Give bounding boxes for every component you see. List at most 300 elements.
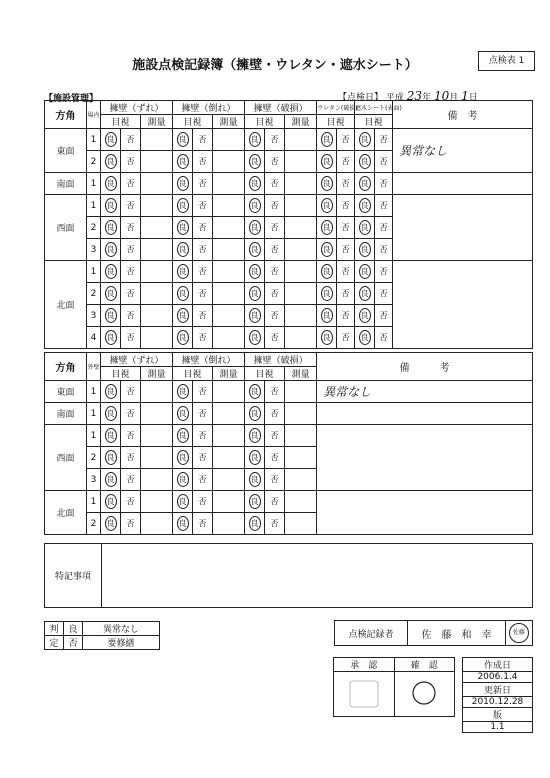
survey-cell[interactable] (213, 129, 245, 151)
mark-ng-cell[interactable] (193, 469, 213, 491)
mark-ok-cell[interactable] (245, 491, 265, 513)
judgement-label-bottom: 定 (45, 636, 64, 650)
mark-ng-cell[interactable] (265, 305, 285, 327)
survey-cell[interactable] (141, 129, 173, 151)
mark-ng-cell[interactable] (121, 261, 141, 283)
mark-ok-cell[interactable] (173, 403, 193, 425)
mark-ng-cell[interactable] (337, 195, 355, 217)
row-number: 1 (87, 261, 101, 283)
mark-ok-cell[interactable] (245, 403, 265, 425)
ng-mark: 否 (198, 431, 207, 440)
survey-cell[interactable] (213, 425, 245, 447)
survey-cell[interactable] (285, 381, 317, 403)
header-visual: 目視 (355, 115, 393, 129)
ng-mark: 否 (341, 135, 350, 144)
mark-ok-cell[interactable] (173, 327, 193, 349)
header-location: 場内 (87, 101, 101, 129)
mark-ng-cell[interactable] (265, 217, 285, 239)
circled-ok-mark: 良 (249, 406, 261, 421)
ng-mark: 否 (270, 311, 279, 320)
mark-ok-cell[interactable] (173, 173, 193, 195)
survey-cell[interactable] (213, 239, 245, 261)
mark-ng-cell[interactable] (265, 469, 285, 491)
header-group: ウレタン(破損) (317, 101, 355, 115)
ng-mark: 否 (126, 289, 135, 298)
mark-ok-cell[interactable] (101, 195, 121, 217)
mark-ok-cell[interactable] (245, 129, 265, 151)
mark-ok-cell[interactable] (355, 151, 375, 173)
mark-ng-cell[interactable] (121, 283, 141, 305)
circled-ok-mark: 良 (359, 242, 371, 257)
mark-ng-cell[interactable] (121, 491, 141, 513)
mark-ng-cell[interactable] (121, 195, 141, 217)
circled-ok-mark: 良 (105, 264, 117, 279)
mark-ng-cell[interactable] (193, 173, 213, 195)
mark-ok-cell[interactable] (317, 129, 337, 151)
mark-ng-cell[interactable] (375, 195, 393, 217)
survey-cell[interactable] (285, 261, 317, 283)
mark-ng-cell[interactable] (193, 239, 213, 261)
mark-ok-cell[interactable] (245, 381, 265, 403)
survey-cell[interactable] (141, 469, 173, 491)
remark-cell[interactable] (317, 425, 533, 491)
approval-stamp-icon (344, 675, 384, 711)
mark-ok-cell[interactable] (245, 261, 265, 283)
mark-ok-cell[interactable] (245, 283, 265, 305)
circled-ok-mark: 良 (249, 516, 261, 531)
special-notes-field[interactable] (102, 544, 533, 608)
mark-ok-cell[interactable] (245, 425, 265, 447)
judgement-good: 良 (64, 622, 83, 636)
mark-ok-cell[interactable] (101, 381, 121, 403)
mark-ok-cell[interactable] (355, 327, 375, 349)
circled-ok-mark: 良 (249, 242, 261, 257)
survey-cell[interactable] (285, 403, 317, 425)
mark-ng-cell[interactable] (193, 447, 213, 469)
mark-ng-cell[interactable] (375, 173, 393, 195)
mark-ok-cell[interactable] (245, 447, 265, 469)
header-visual: 目視 (245, 367, 285, 381)
mark-ok-cell[interactable] (101, 447, 121, 469)
circled-ok-mark: 良 (321, 286, 333, 301)
mark-ng-cell[interactable] (265, 403, 285, 425)
survey-cell[interactable] (285, 491, 317, 513)
mark-ok-cell[interactable] (317, 327, 337, 349)
mark-ng-cell[interactable] (121, 129, 141, 151)
survey-cell[interactable] (141, 425, 173, 447)
mark-ng-cell[interactable] (121, 327, 141, 349)
remark-cell[interactable] (317, 403, 533, 425)
mark-ok-cell[interactable] (245, 239, 265, 261)
mark-ng-cell[interactable] (121, 239, 141, 261)
mark-ng-cell[interactable] (193, 195, 213, 217)
mark-ok-cell[interactable] (245, 173, 265, 195)
mark-ok-cell[interactable] (355, 283, 375, 305)
mark-ok-cell[interactable] (173, 129, 193, 151)
circled-ok-mark: 良 (321, 176, 333, 191)
survey-cell[interactable] (285, 305, 317, 327)
mark-ok-cell[interactable] (355, 173, 375, 195)
mark-ok-cell[interactable] (101, 305, 121, 327)
survey-cell[interactable] (285, 513, 317, 535)
mark-ok-cell[interactable] (101, 261, 121, 283)
survey-cell[interactable] (213, 173, 245, 195)
updated-label: 更新日 (463, 683, 533, 697)
mark-ok-cell[interactable] (101, 217, 121, 239)
mark-ng-cell[interactable] (375, 151, 393, 173)
mark-ng-cell[interactable] (121, 403, 141, 425)
mark-ok-cell[interactable] (355, 129, 375, 151)
mark-ok-cell[interactable] (173, 381, 193, 403)
survey-cell[interactable] (141, 447, 173, 469)
mark-ng-cell[interactable] (265, 195, 285, 217)
recorder-seal: 佐藤 (509, 623, 529, 643)
circled-ok-mark: 良 (249, 308, 261, 323)
ng-mark: 否 (270, 409, 279, 418)
survey-cell[interactable] (213, 151, 245, 173)
mark-ok-cell[interactable] (245, 195, 265, 217)
mark-ok-cell[interactable] (173, 217, 193, 239)
survey-cell[interactable] (285, 327, 317, 349)
table-row (45, 381, 533, 403)
survey-cell[interactable] (141, 305, 173, 327)
mark-ng-cell[interactable] (265, 129, 285, 151)
circled-ok-mark: 良 (359, 330, 371, 345)
header-group: 擁壁（破損） (245, 353, 317, 367)
circled-ok-mark: 良 (105, 516, 117, 531)
mark-ok-cell[interactable] (355, 195, 375, 217)
remark-cell[interactable] (393, 173, 533, 195)
circled-ok-mark: 良 (321, 198, 333, 213)
date-month: 10 (433, 89, 450, 103)
header-visual: 目視 (173, 367, 213, 381)
ng-mark: 否 (379, 333, 388, 342)
ng-mark: 否 (198, 267, 207, 276)
ng-mark: 否 (198, 201, 207, 210)
survey-cell[interactable] (141, 173, 173, 195)
ng-mark: 否 (126, 135, 135, 144)
survey-cell[interactable] (213, 261, 245, 283)
table-row (45, 403, 533, 425)
survey-cell[interactable] (285, 283, 317, 305)
header-survey: 測量 (213, 115, 245, 129)
mark-ok-cell[interactable] (101, 151, 121, 173)
confirm-stamp-cell (394, 672, 455, 717)
circled-ok-mark: 良 (177, 154, 189, 169)
mark-ng-cell[interactable] (265, 173, 285, 195)
mark-ng-cell[interactable] (121, 425, 141, 447)
survey-cell[interactable] (213, 217, 245, 239)
header-survey: 測量 (285, 367, 317, 381)
remark-cell[interactable]: 異常なし (317, 381, 533, 403)
mark-ng-cell[interactable] (193, 129, 213, 151)
mark-ng-cell[interactable] (121, 305, 141, 327)
mark-ng-cell[interactable] (265, 513, 285, 535)
survey-cell[interactable] (213, 469, 245, 491)
remark-cell[interactable]: 異常なし (393, 129, 533, 173)
mark-ng-cell[interactable] (265, 151, 285, 173)
circled-ok-mark: 良 (321, 242, 333, 257)
survey-cell[interactable] (213, 491, 245, 513)
inspection-table-1 (44, 100, 533, 349)
circled-ok-mark: 良 (321, 264, 333, 279)
header-group: 擁壁（破損） (245, 101, 317, 115)
mark-ng-cell[interactable] (375, 305, 393, 327)
mark-ok-cell[interactable] (245, 469, 265, 491)
mark-ng-cell[interactable] (193, 513, 213, 535)
survey-cell[interactable] (213, 513, 245, 535)
mark-ng-cell[interactable] (121, 381, 141, 403)
mark-ok-cell[interactable] (101, 283, 121, 305)
survey-cell[interactable] (285, 173, 317, 195)
judgement-legend (44, 621, 160, 650)
mark-ng-cell[interactable] (337, 217, 355, 239)
mark-ng-cell[interactable] (193, 283, 213, 305)
survey-cell[interactable] (213, 403, 245, 425)
survey-cell[interactable] (141, 239, 173, 261)
survey-cell[interactable] (213, 447, 245, 469)
mark-ng-cell[interactable] (193, 403, 213, 425)
survey-cell[interactable] (213, 305, 245, 327)
mark-ng-cell[interactable] (193, 327, 213, 349)
ng-mark: 否 (198, 497, 207, 506)
mark-ng-cell[interactable] (121, 447, 141, 469)
mark-ng-cell[interactable] (265, 425, 285, 447)
mark-ok-cell[interactable] (173, 491, 193, 513)
mark-ng-cell[interactable] (265, 239, 285, 261)
mark-ng-cell[interactable] (193, 425, 213, 447)
header-group: 遮水シート(表面) (355, 101, 393, 115)
survey-cell[interactable] (285, 239, 317, 261)
ng-mark: 否 (198, 387, 207, 396)
row-number: 1 (87, 403, 101, 425)
circled-ok-mark: 良 (177, 264, 189, 279)
header-visual: 目視 (173, 115, 213, 129)
mark-ng-cell[interactable] (121, 151, 141, 173)
circled-ok-mark: 良 (359, 132, 371, 147)
mark-ng-cell[interactable] (193, 305, 213, 327)
ng-mark: 否 (379, 223, 388, 232)
survey-cell[interactable] (141, 513, 173, 535)
mark-ok-cell[interactable] (355, 217, 375, 239)
inspection-table-2 (44, 352, 533, 535)
mark-ok-cell[interactable] (355, 305, 375, 327)
header-direction: 方角 (45, 353, 87, 381)
circled-ok-mark: 良 (359, 286, 371, 301)
header-group: 擁壁（倒れ） (173, 101, 245, 115)
mark-ok-cell[interactable] (317, 173, 337, 195)
remark-cell[interactable] (317, 491, 533, 535)
mark-ok-cell[interactable] (355, 239, 375, 261)
mark-ng-cell[interactable] (375, 129, 393, 151)
survey-cell[interactable] (213, 327, 245, 349)
circled-ok-mark: 良 (105, 198, 117, 213)
header-group: 擁壁（ずれ） (101, 353, 173, 367)
survey-cell[interactable] (213, 283, 245, 305)
mark-ng-cell[interactable] (375, 283, 393, 305)
created-label: 作成日 (463, 658, 533, 672)
survey-cell[interactable] (141, 381, 173, 403)
mark-ng-cell[interactable] (337, 173, 355, 195)
circled-ok-mark: 良 (249, 132, 261, 147)
mark-ng-cell[interactable] (193, 261, 213, 283)
mark-ok-cell[interactable] (101, 239, 121, 261)
circled-ok-mark: 良 (177, 308, 189, 323)
mark-ok-cell[interactable] (173, 425, 193, 447)
mark-ng-cell[interactable] (121, 513, 141, 535)
mark-ok-cell[interactable] (173, 261, 193, 283)
mark-ng-cell[interactable] (193, 151, 213, 173)
mark-ng-cell[interactable] (265, 381, 285, 403)
mark-ng-cell[interactable] (337, 261, 355, 283)
mark-ng-cell[interactable] (265, 283, 285, 305)
row-number: 2 (87, 217, 101, 239)
ng-mark: 否 (198, 519, 207, 528)
table-row (45, 129, 533, 151)
remark-cell[interactable] (393, 195, 533, 261)
mark-ok-cell[interactable] (173, 305, 193, 327)
survey-cell[interactable] (141, 217, 173, 239)
header-remarks: 備 考 (317, 353, 533, 381)
mark-ok-cell[interactable] (173, 469, 193, 491)
direction-name: 西面 (45, 425, 87, 491)
ng-mark: 否 (270, 289, 279, 298)
mark-ok-cell[interactable] (101, 469, 121, 491)
survey-cell[interactable] (141, 261, 173, 283)
mark-ng-cell[interactable] (375, 327, 393, 349)
survey-cell[interactable] (141, 283, 173, 305)
mark-ok-cell[interactable] (317, 239, 337, 261)
survey-cell[interactable] (285, 447, 317, 469)
survey-cell[interactable] (285, 425, 317, 447)
header-direction: 方角 (45, 101, 87, 129)
mark-ok-cell[interactable] (317, 261, 337, 283)
survey-cell[interactable] (141, 327, 173, 349)
mark-ok-cell[interactable] (317, 151, 337, 173)
ng-mark: 否 (198, 223, 207, 232)
revision-box (462, 657, 533, 733)
header-survey: 測量 (213, 367, 245, 381)
mark-ok-cell[interactable] (317, 305, 337, 327)
row-number: 2 (87, 283, 101, 305)
survey-cell[interactable] (141, 491, 173, 513)
survey-cell[interactable] (285, 151, 317, 173)
mark-ok-cell[interactable] (173, 195, 193, 217)
mark-ng-cell[interactable] (121, 217, 141, 239)
circled-ok-mark: 良 (249, 384, 261, 399)
mark-ok-cell[interactable] (355, 261, 375, 283)
ng-mark: 否 (198, 289, 207, 298)
mark-ok-cell[interactable] (245, 513, 265, 535)
mark-ng-cell[interactable] (121, 173, 141, 195)
mark-ng-cell[interactable] (337, 327, 355, 349)
survey-cell[interactable] (285, 195, 317, 217)
mark-ok-cell[interactable] (101, 425, 121, 447)
circled-ok-mark: 良 (105, 450, 117, 465)
mark-ng-cell[interactable] (265, 491, 285, 513)
mark-ng-cell[interactable] (265, 261, 285, 283)
mark-ok-cell[interactable] (101, 403, 121, 425)
mark-ng-cell[interactable] (193, 381, 213, 403)
ng-mark: 否 (270, 135, 279, 144)
circled-ok-mark: 良 (105, 384, 117, 399)
mark-ok-cell[interactable] (101, 513, 121, 535)
survey-cell[interactable] (213, 195, 245, 217)
survey-cell[interactable] (141, 151, 173, 173)
circled-ok-mark: 良 (177, 198, 189, 213)
section-label: 【施設管理】 (44, 94, 99, 104)
created-date: 2006.1.4 (463, 672, 533, 683)
mark-ng-cell[interactable] (375, 239, 393, 261)
survey-cell[interactable] (285, 469, 317, 491)
form-id-box: 点検表 1 (478, 51, 535, 71)
mark-ok-cell[interactable] (101, 491, 121, 513)
remark-cell[interactable] (393, 261, 533, 349)
mark-ok-cell[interactable] (101, 173, 121, 195)
mark-ng-cell[interactable] (337, 239, 355, 261)
ng-mark: 否 (341, 267, 350, 276)
mark-ok-cell[interactable] (173, 447, 193, 469)
mark-ng-cell[interactable] (375, 217, 393, 239)
mark-ok-cell[interactable] (317, 283, 337, 305)
mark-ok-cell[interactable] (317, 217, 337, 239)
mark-ng-cell[interactable] (265, 447, 285, 469)
mark-ok-cell[interactable] (173, 239, 193, 261)
circled-ok-mark: 良 (321, 308, 333, 323)
recorder-label: 点検記録者 (335, 621, 408, 646)
circled-ok-mark: 良 (105, 154, 117, 169)
mark-ok-cell[interactable] (101, 129, 121, 151)
survey-cell[interactable] (141, 195, 173, 217)
mark-ng-cell[interactable] (193, 491, 213, 513)
mark-ok-cell[interactable] (245, 151, 265, 173)
ng-mark: 否 (341, 311, 350, 320)
mark-ok-cell[interactable] (173, 151, 193, 173)
ng-mark: 否 (379, 245, 388, 254)
survey-cell[interactable] (285, 217, 317, 239)
mark-ok-cell[interactable] (245, 327, 265, 349)
circled-ok-mark: 良 (177, 516, 189, 531)
survey-cell[interactable] (213, 381, 245, 403)
ng-mark: 否 (270, 431, 279, 440)
mark-ok-cell[interactable] (245, 305, 265, 327)
mark-ng-cell[interactable] (337, 151, 355, 173)
mark-ng-cell[interactable] (265, 327, 285, 349)
mark-ng-cell[interactable] (337, 129, 355, 151)
survey-cell[interactable] (141, 403, 173, 425)
mark-ok-cell[interactable] (101, 327, 121, 349)
header-visual: 目視 (101, 367, 141, 381)
row-number: 1 (87, 129, 101, 151)
mark-ng-cell[interactable] (337, 305, 355, 327)
mark-ng-cell[interactable] (337, 283, 355, 305)
circled-ok-mark: 良 (105, 286, 117, 301)
mark-ng-cell[interactable] (375, 261, 393, 283)
mark-ng-cell[interactable] (193, 217, 213, 239)
ng-mark: 否 (341, 201, 350, 210)
direction-name: 東面 (45, 129, 87, 173)
mark-ok-cell[interactable] (173, 513, 193, 535)
row-number: 2 (87, 447, 101, 469)
mark-ok-cell[interactable] (173, 283, 193, 305)
mark-ok-cell[interactable] (245, 217, 265, 239)
mark-ok-cell[interactable] (317, 195, 337, 217)
date-month-unit: 月 (449, 93, 459, 103)
mark-ng-cell[interactable] (121, 469, 141, 491)
survey-cell[interactable] (285, 129, 317, 151)
circled-ok-mark: 良 (249, 220, 261, 235)
ng-mark: 否 (270, 179, 279, 188)
